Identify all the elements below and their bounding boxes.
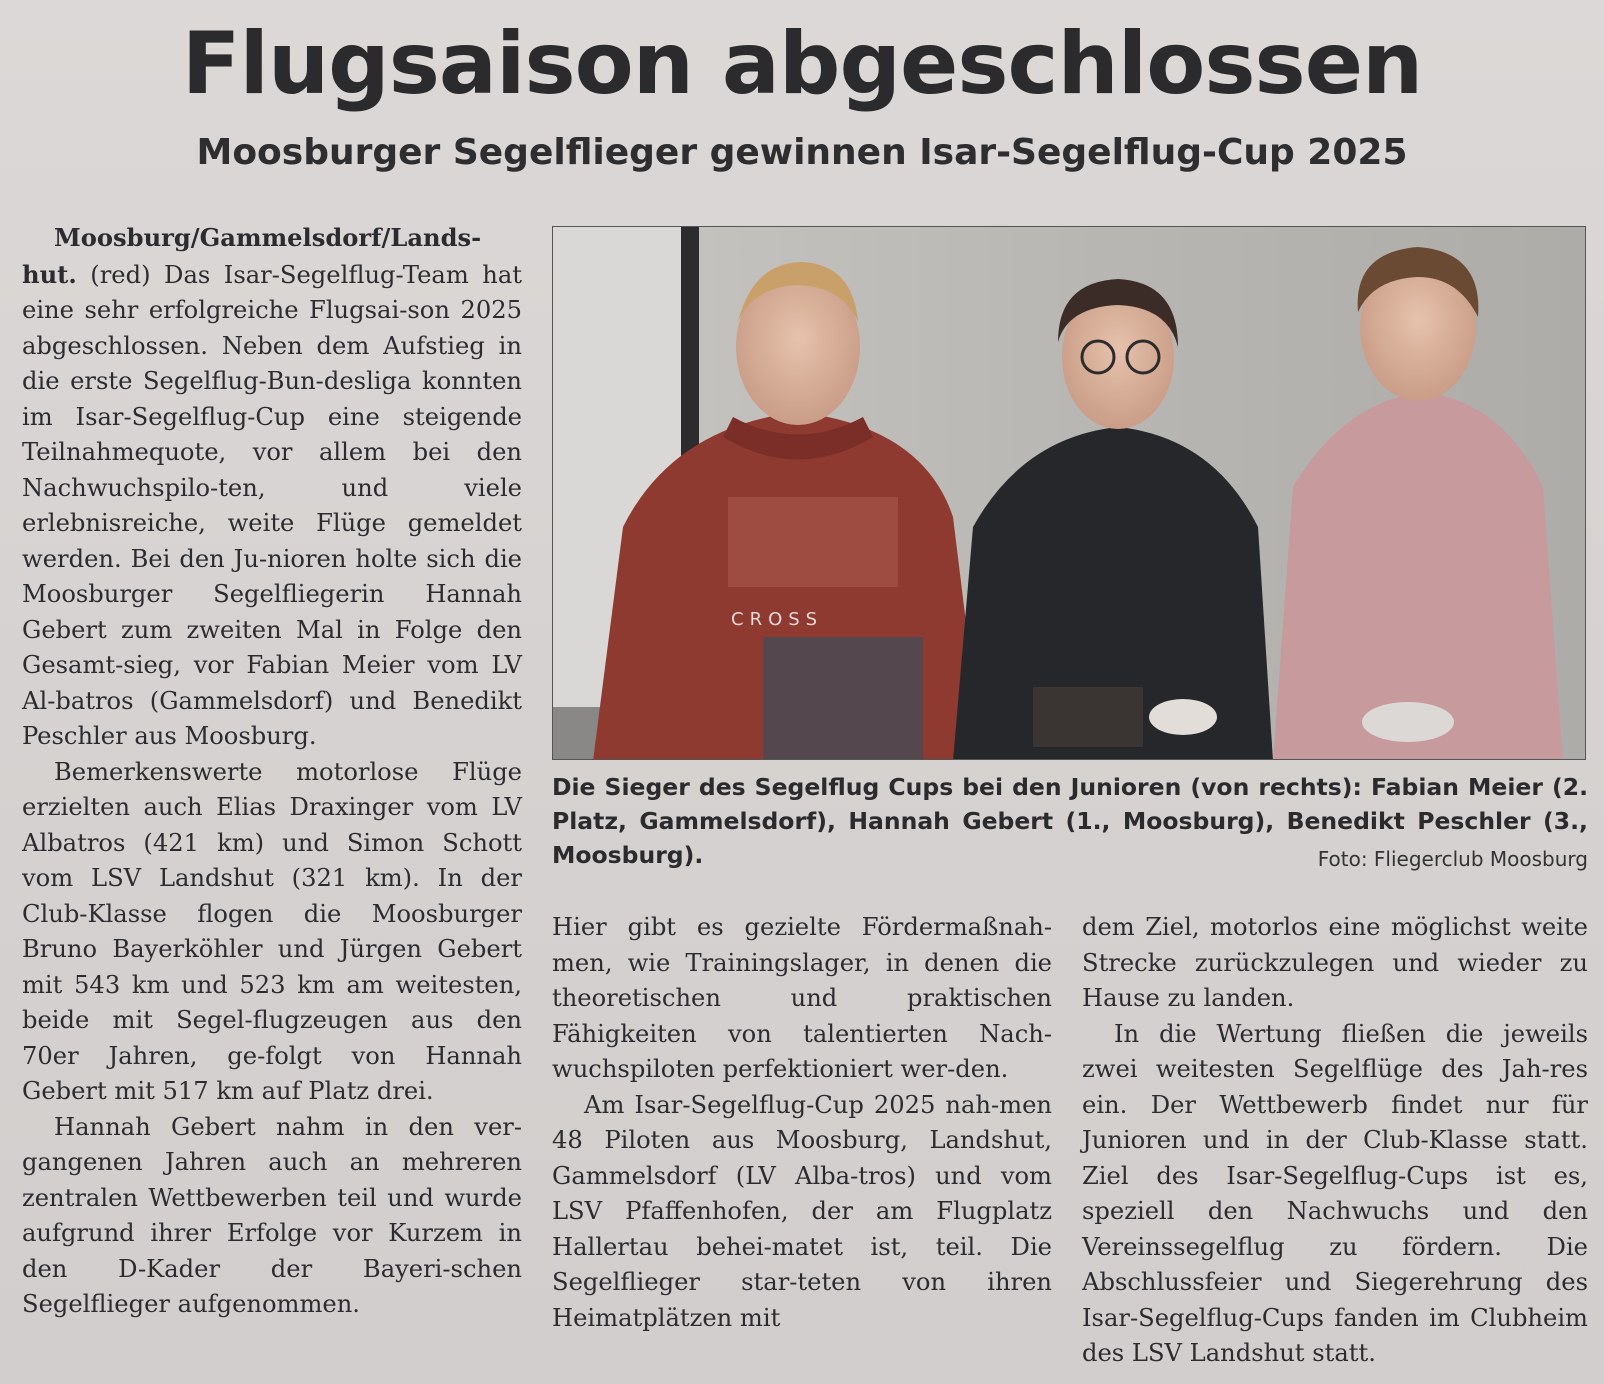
photo-illustration xyxy=(553,227,1586,760)
article-paragraph-4: Hier gibt es gezielte Fördermaßnah-men, wie Trainingslager, in denen die theoretischen und praktischen Fähigkeiten von talentierten Nach-wuchspiloten perfektioniert wer-den. xyxy=(552,913,1052,1083)
photo-credit: Foto: Fliegerclub Moosburg xyxy=(1317,847,1588,871)
article-column-2 xyxy=(552,910,1052,1370)
article-column-1 xyxy=(22,220,522,1370)
article-paragraph-5: Am Isar-Segelflug-Cup 2025 nah-men 48 Piloten aus Moosburg, Landshut, Gammelsdorf (LV Alba-tros) und vom LSV Pfaffenhofen, der am Flugplatz Hallertau behei-matet ist, teil. Die Segelflieger star-teten von ihren Heimatplätzen mit xyxy=(552,1090,1052,1332)
dateline: Moosburg/Gammelsdorf/Lands-hut. xyxy=(22,223,482,289)
article-paragraph-6: dem Ziel, motorlos eine möglichst weite Strecke zurückzulegen und wieder zu Hause zu landen. xyxy=(1082,913,1588,1012)
headline: Flugsaison abgeschlossen xyxy=(181,14,1423,114)
article-photo xyxy=(552,226,1586,760)
article-paragraph-7: In die Wertung fließen die jeweils zwei weitesten Segelflüge des Jah-res ein. Der Wettbewerb findet nur für Junioren und in der Club-Klasse statt. Ziel des Isar-Segelflug-Cups ist es, speziell den Nachwuchs und den Vereinssegelflug zu fördern. Die Abschlussfeier und Siegerehrung des Isar-Segelflug-Cups fanden im Clubheim des LSV Landshut statt. xyxy=(1082,1019,1588,1367)
article-paragraph-1 xyxy=(22,220,522,755)
article-paragraph-2: Bemerkenswerte motorlose Flüge erzielten auch Elias Draxinger vom LV Albatros (421 km) und Simon Schott vom LSV Landshut (321 km). In der Club-Klasse flogen die Moosburger Bruno Bayerköhler und Jürgen Gebert mit 543 km und 523 km am weitesten, beide mit Segel-flugzeugen aus den 70er Jahren, ge-folgt von Hannah Gebert mit 517 km auf Platz drei. xyxy=(22,757,522,1105)
subheadline: Moosburger Segelflieger gewinnen Isar-Segelflug-Cup 2025 xyxy=(196,132,1408,173)
article-paragraph-3: Hannah Gebert nahm in den ver-gangenen Jahren auch an mehreren zentralen Wettbewerben teil und wurde aufgrund ihrer Erfolge vor Kurzem in den D-Kader der Bayeri-schen Segelflieger aufgenommen. xyxy=(22,1112,522,1318)
paragraph-text: (red) Das Isar-Segelflug-Team hat eine sehr erfolgreiche Flugsai-son 2025 abgeschlossen. Neben dem Aufstieg in die erste Segelflug-Bun-desliga konnten im Isar-Segelflug-Cup eine steigende Teilnahmequote, vor allem bei den Nachwuchspilo-ten, und viele erlebnisreiche, weite Flüge gemeldet werden. Bei den Ju-nioren holte sich die Moosburger Segelfliegerin Hannah Gebert zum zweiten Mal in Folge den Gesamt-sieg, vor Fabian Meier vom LV Al-batros (Gammelsdorf) und Benedikt Peschler aus Moosburg. xyxy=(22,260,522,750)
photo-caption: Die Sieger des Segelflug Cups bei den Junioren (von rechts): Fabian Meier (2. Platz, Gammelsdorf), Hannah Gebert (1., Moosburg), Benedikt Peschler (3., Moosburg). xyxy=(552,773,1588,869)
article-column-3 xyxy=(1082,910,1588,1370)
shirt-text: CROSS xyxy=(731,609,824,630)
